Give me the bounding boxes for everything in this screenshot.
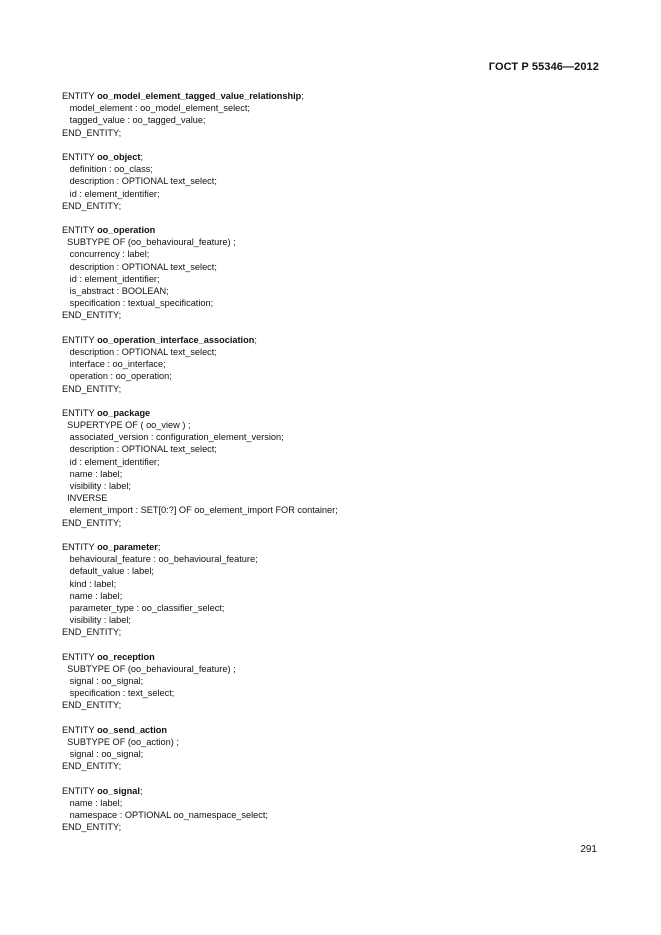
entity-attribute-line: END_ENTITY;: [62, 383, 122, 394]
entity-keyword: ENTITY: [62, 334, 98, 345]
entity-attribute-line: namespace : OPTIONAL oo_namespace_select;: [62, 810, 268, 821]
entity-attribute-line: END_ENTITY;: [62, 200, 122, 211]
entity-attribute-line: description : OPTIONAL text_select;: [62, 261, 217, 272]
entity-attribute-line: concurrency : label;: [62, 249, 150, 260]
entity-name: oo_reception: [97, 651, 155, 662]
entity-attribute-line: associated_version : configuration_element_version;: [62, 432, 284, 443]
entity-block: [62, 724, 338, 773]
entity-attribute-line: name : label;: [62, 468, 123, 479]
page-number: 291: [580, 844, 597, 855]
entity-name: oo_signal: [97, 785, 140, 796]
entity-name: oo_model_element_tagged_value_relationship: [97, 91, 302, 101]
entity-attribute-line: END_ENTITY;: [62, 310, 122, 321]
entity-attribute-line: END_ENTITY;: [62, 517, 122, 528]
entity-attribute-line: id : element_identifier;: [62, 456, 160, 467]
entity-attribute-line: tagged_value : oo_tagged_value;: [62, 115, 206, 126]
entity-attribute-line: name : label;: [62, 797, 123, 808]
entity-attribute-line: SUPERTYPE OF ( oo_view ) ;: [62, 420, 191, 431]
entity-name: oo_send_action: [97, 724, 168, 735]
entity-declaration: [62, 407, 338, 419]
entity-name: oo_operation_interface_association: [97, 334, 255, 345]
entity-attribute-line: description : OPTIONAL text_select;: [62, 176, 217, 187]
entity-attribute-line: id : element_identifier;: [62, 273, 160, 284]
entity-attribute-line: operation : oo_operation;: [62, 371, 172, 382]
entity-block: [62, 651, 338, 712]
entity-terminator: ;: [301, 91, 304, 101]
entity-attribute-line: parameter_type : oo_classifier_select;: [62, 602, 225, 613]
entity-attribute-line: specification : text_select;: [62, 688, 175, 699]
entity-block: [62, 541, 338, 639]
entity-block: [62, 407, 338, 529]
express-schema-listing: [62, 90, 338, 846]
entity-declaration: [62, 224, 338, 236]
entity-attribute-line: END_ENTITY;: [62, 822, 122, 833]
entity-attribute-line: name : label;: [62, 590, 123, 601]
entity-keyword: ENTITY: [62, 91, 98, 101]
entity-attribute-line: default_value : label;: [62, 566, 154, 577]
entity-attribute-line: kind : label;: [62, 578, 117, 589]
entity-attribute-line: signal : oo_signal;: [62, 676, 144, 686]
entity-attribute-line: visibility : label;: [62, 615, 131, 626]
entity-block: [62, 334, 338, 395]
entity-name: oo_object: [97, 151, 141, 162]
entity-declaration: [62, 334, 338, 346]
entity-declaration: [62, 541, 338, 553]
entity-terminator: ;: [157, 541, 161, 552]
entity-name: oo_parameter: [97, 541, 158, 552]
entity-terminator: ;: [140, 151, 144, 162]
entity-attribute-line: visibility : label;: [62, 481, 131, 491]
entity-attribute-line: END_ENTITY;: [62, 127, 122, 138]
entity-attribute-line: END_ENTITY;: [62, 761, 122, 772]
entity-keyword: ENTITY: [62, 151, 98, 162]
document-header: ГОСТ Р 55346—2012: [488, 61, 599, 73]
entity-declaration: [62, 785, 338, 797]
entity-name: oo_package: [97, 407, 151, 418]
entity-terminator: ;: [139, 785, 143, 796]
entity-keyword: ENTITY: [62, 651, 98, 662]
entity-attribute-line: interface : oo_interface;: [62, 359, 166, 370]
entity-attribute-line: description : OPTIONAL text_select;: [62, 346, 217, 357]
entity-declaration: [62, 651, 338, 663]
entity-attribute-line: definition : oo_class;: [62, 164, 153, 175]
entity-attribute-line: description : OPTIONAL text_select;: [62, 444, 217, 455]
entity-attribute-line: SUBTYPE OF (oo_action) ;: [62, 736, 179, 747]
entity-attribute-line: END_ENTITY;: [62, 627, 122, 638]
entity-attribute-line: signal : oo_signal;: [62, 749, 144, 760]
entity-keyword: ENTITY: [62, 785, 98, 796]
entity-block: [62, 151, 338, 212]
entity-keyword: ENTITY: [62, 541, 98, 552]
entity-attribute-line: specification : textual_specification;: [62, 298, 214, 309]
entity-keyword: ENTITY: [62, 724, 98, 735]
entity-attribute-line: SUBTYPE OF (oo_behavioural_feature) ;: [62, 237, 236, 248]
entity-attribute-line: SUBTYPE OF (oo_behavioural_feature) ;: [62, 663, 236, 674]
entity-attribute-line: element_import : SET[0:?] OF oo_element_import FOR container;: [62, 505, 338, 516]
entity-attribute-line: id : element_identifier;: [62, 188, 160, 199]
entity-declaration: [62, 151, 338, 163]
entity-attribute-line: END_ENTITY;: [62, 700, 122, 711]
entity-keyword: ENTITY: [62, 407, 98, 418]
entity-name: oo_operation: [97, 225, 156, 236]
entity-terminator: ;: [254, 334, 257, 345]
entity-block: [62, 224, 338, 322]
entity-block: [62, 90, 338, 139]
entity-declaration: [62, 90, 338, 102]
entity-block: [62, 785, 338, 834]
entity-attribute-line: model_element : oo_model_element_select;: [62, 103, 250, 114]
entity-attribute-line: is_abstract : BOOLEAN;: [62, 286, 169, 296]
entity-attribute-line: INVERSE: [62, 493, 108, 504]
entity-declaration: [62, 724, 338, 736]
entity-attribute-line: behavioural_feature : oo_behavioural_feature;: [62, 554, 258, 565]
entity-keyword: ENTITY: [62, 225, 98, 236]
